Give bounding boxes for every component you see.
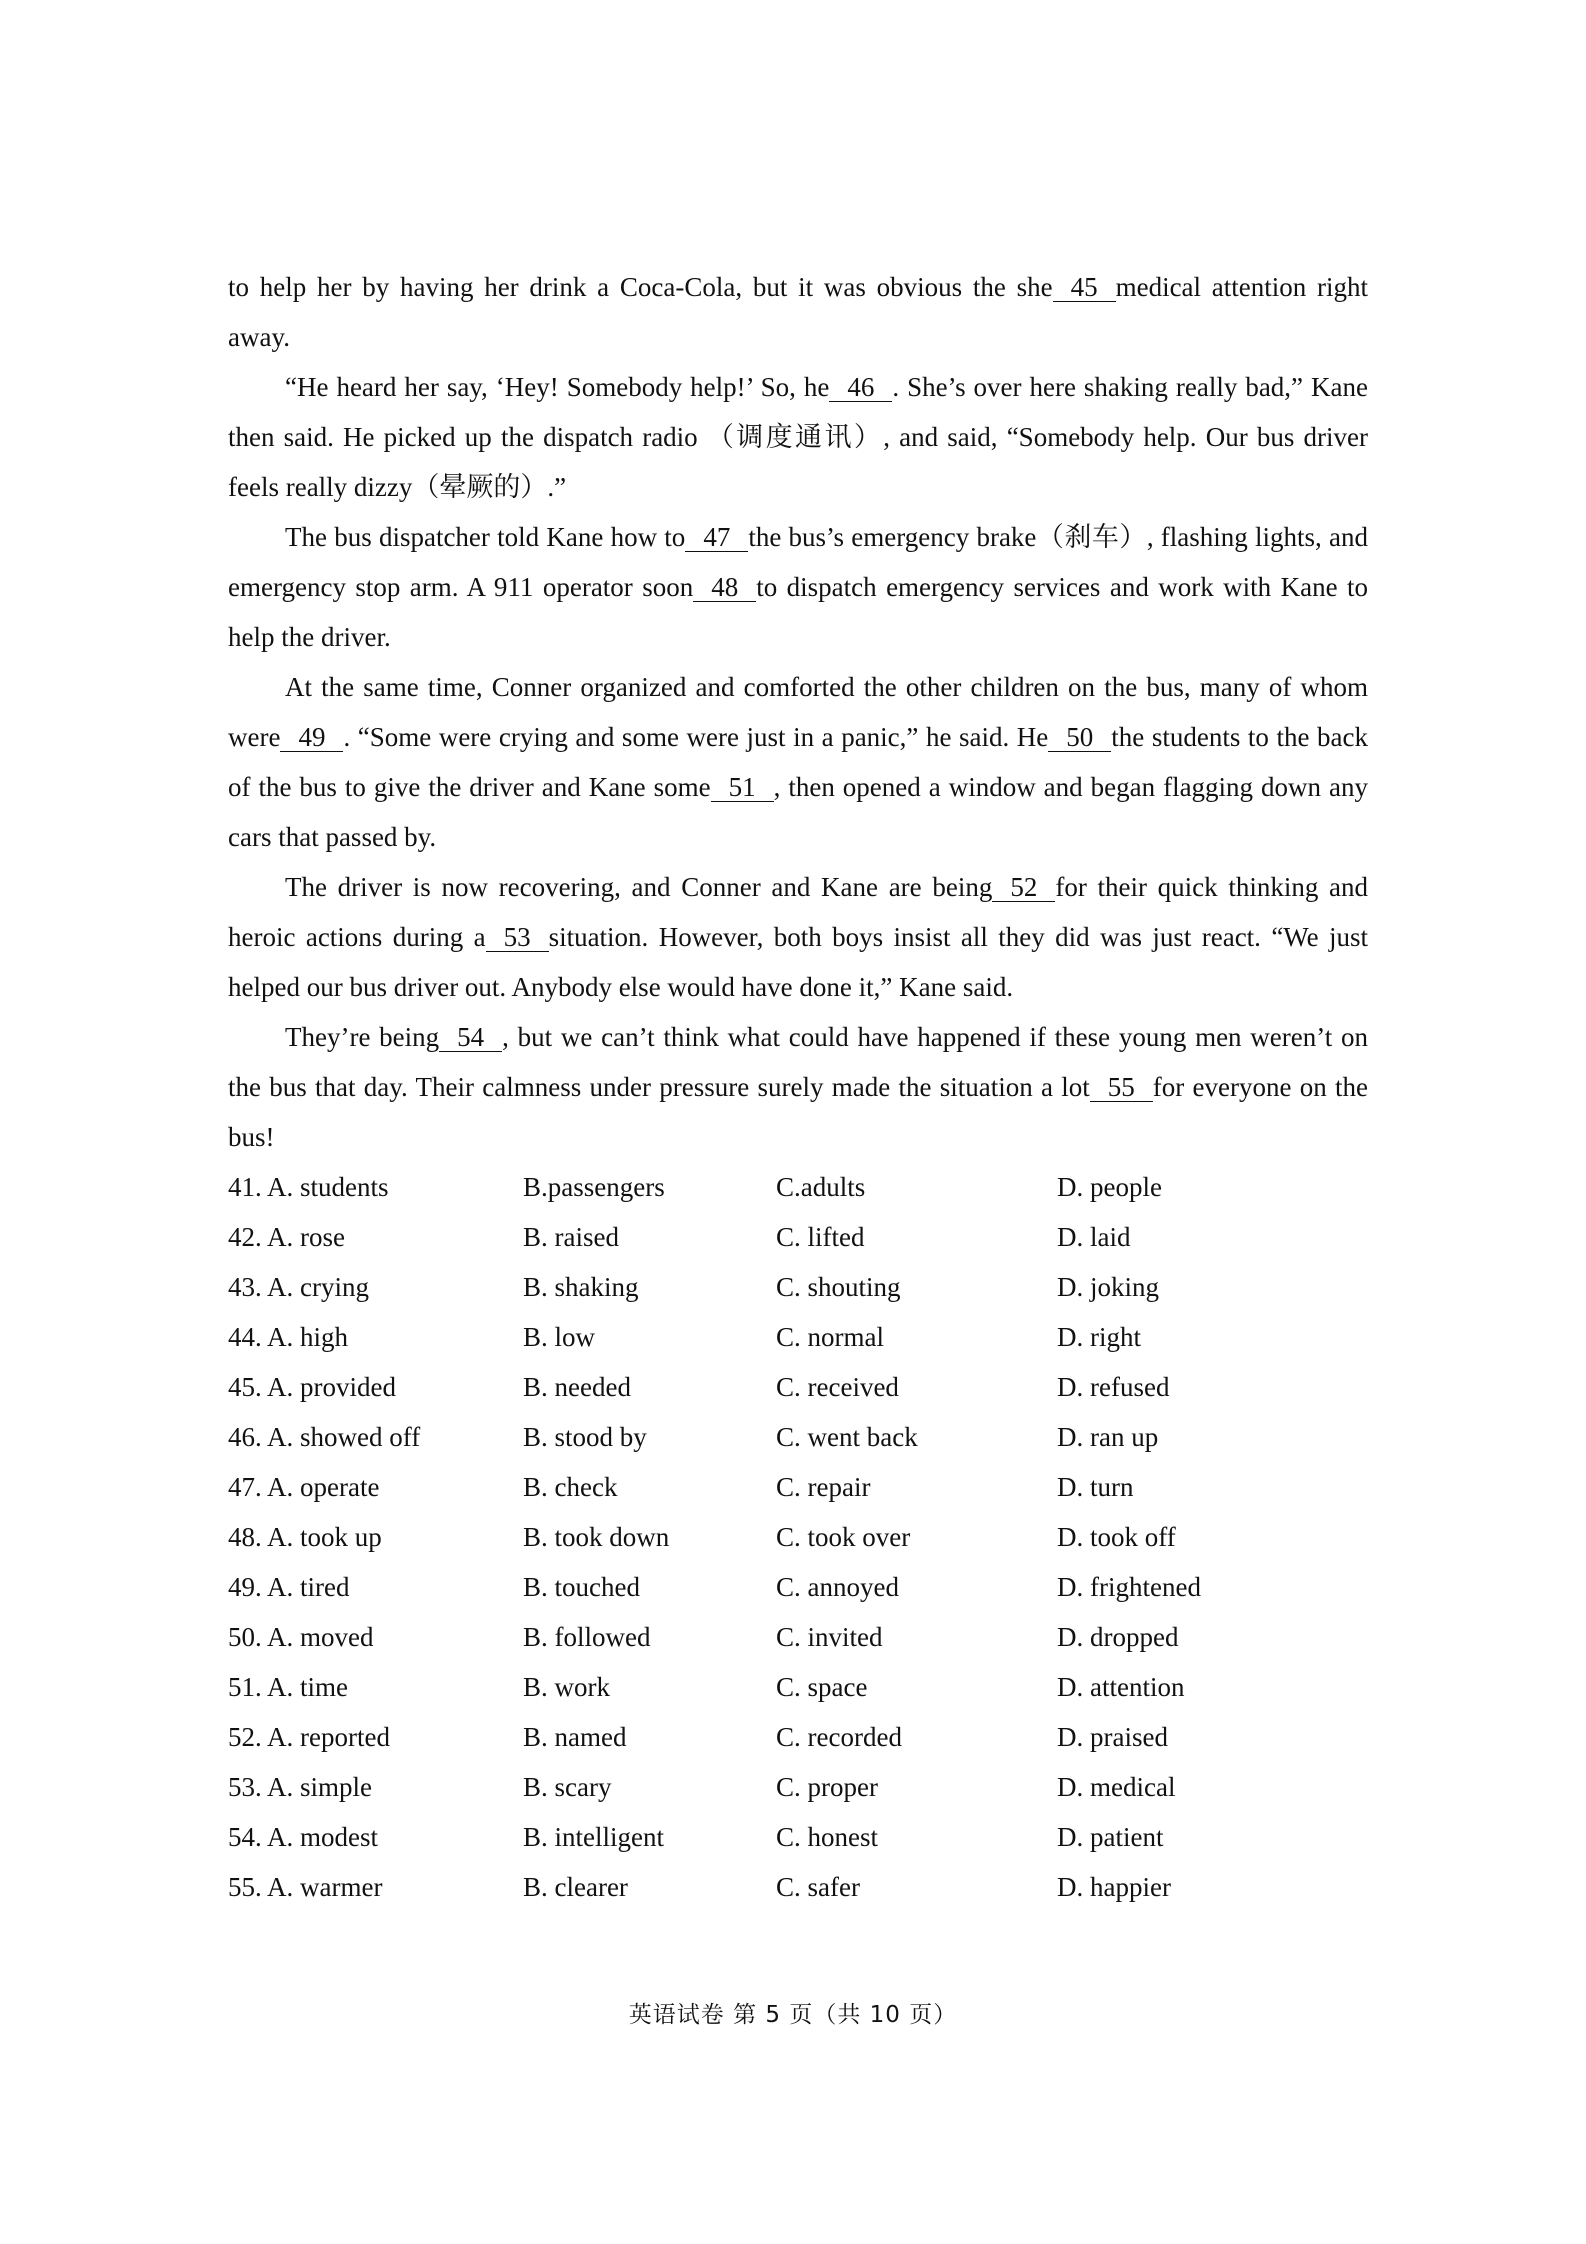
option-c: C. lifted bbox=[776, 1222, 865, 1252]
passage-text: The bus dispatcher told Kane how to bbox=[285, 522, 686, 552]
option-a: 46. A. showed off bbox=[228, 1422, 421, 1452]
question-row bbox=[228, 1762, 1368, 1812]
option-c: C. received bbox=[776, 1372, 899, 1402]
option-d: D. right bbox=[1057, 1322, 1141, 1352]
blank-47: 47 bbox=[685, 523, 748, 552]
passage-text: the bus’s emergency brake（刹车）, flashing lights, and emergency stop arm. A 911 operator soon bbox=[228, 522, 1369, 602]
option-d: D. attention bbox=[1057, 1672, 1185, 1702]
option-a: 52. A. reported bbox=[228, 1722, 390, 1752]
option-b: B. shaking bbox=[523, 1272, 639, 1302]
option-b: B. clearer bbox=[523, 1872, 628, 1902]
option-a: 51. A. time bbox=[228, 1672, 348, 1702]
blank-46: 46 bbox=[829, 373, 892, 402]
option-d: D. praised bbox=[1057, 1722, 1168, 1752]
passage-paragraph bbox=[228, 1012, 1368, 1162]
question-row bbox=[228, 1512, 1368, 1562]
option-b: B.passengers bbox=[523, 1172, 665, 1202]
answer-options bbox=[228, 1162, 1368, 1912]
option-c: C. space bbox=[776, 1672, 868, 1702]
option-d: D. medical bbox=[1057, 1772, 1176, 1802]
option-d: D. happier bbox=[1057, 1872, 1171, 1902]
option-a: 42. A. rose bbox=[228, 1222, 345, 1252]
passage-paragraph bbox=[228, 262, 1368, 362]
question-row bbox=[228, 1462, 1368, 1512]
cloze-passage bbox=[228, 262, 1368, 1162]
option-c: C. invited bbox=[776, 1622, 883, 1652]
blank-55: 55 bbox=[1090, 1073, 1153, 1102]
option-c: C. safer bbox=[776, 1872, 860, 1902]
option-b: B. followed bbox=[523, 1622, 651, 1652]
exam-page bbox=[228, 262, 1368, 1912]
option-d: D. people bbox=[1057, 1172, 1162, 1202]
option-d: D. joking bbox=[1057, 1272, 1160, 1302]
passage-text: . “Some were crying and some were just in a panic,” he said. He bbox=[343, 722, 1049, 752]
option-c: C. repair bbox=[776, 1472, 871, 1502]
option-c: C. honest bbox=[776, 1822, 879, 1852]
option-c: C. proper bbox=[776, 1772, 878, 1802]
question-row bbox=[228, 1212, 1368, 1262]
blank-49: 49 bbox=[280, 723, 343, 752]
option-a: 47. A. operate bbox=[228, 1472, 380, 1502]
option-a: 48. A. took up bbox=[228, 1522, 382, 1552]
option-c: C. went back bbox=[776, 1422, 918, 1452]
option-d: D. dropped bbox=[1057, 1622, 1179, 1652]
passage-text: the students to the back of the bus to give the driver and Kane some bbox=[228, 722, 1368, 802]
passage-text: for their quick thinking and heroic actions during a bbox=[228, 872, 1369, 952]
blank-53: 53 bbox=[486, 923, 549, 952]
blank-51: 51 bbox=[711, 773, 774, 802]
option-b: B. took down bbox=[523, 1522, 670, 1552]
blank-45: 45 bbox=[1053, 273, 1116, 302]
option-d: D. took off bbox=[1057, 1522, 1176, 1552]
option-c: C. recorded bbox=[776, 1722, 902, 1752]
option-a: 49. A. tired bbox=[228, 1572, 350, 1602]
option-b: B. scary bbox=[523, 1772, 612, 1802]
passage-text: , but we can’t think what could have happened if these young men weren’t on the bus that day. Their calmness under pressure surely made the situation a lot bbox=[228, 1022, 1368, 1102]
blank-48: 48 bbox=[693, 573, 756, 602]
option-c: C. annoyed bbox=[776, 1572, 899, 1602]
option-b: B. stood by bbox=[523, 1422, 647, 1452]
question-row bbox=[228, 1662, 1368, 1712]
option-b: B. work bbox=[523, 1672, 610, 1702]
option-c: C.adults bbox=[776, 1172, 866, 1202]
option-c: C. took over bbox=[776, 1522, 911, 1552]
passage-text: to help her by having her drink a Coca-Cola, but it was obvious the she bbox=[228, 272, 1053, 302]
blank-52: 52 bbox=[992, 873, 1055, 902]
passage-text: , then opened a window and began flagging down any cars that passed by. bbox=[228, 772, 1368, 852]
passage-text: to dispatch emergency services and work with Kane to help the driver. bbox=[228, 572, 1368, 652]
passage-text: “He heard her say, ‘Hey! Somebody help!’ So, he bbox=[285, 372, 830, 402]
blank-54: 54 bbox=[439, 1023, 502, 1052]
question-row bbox=[228, 1612, 1368, 1662]
passage-paragraph bbox=[228, 512, 1368, 662]
passage-text: medical attention right away. bbox=[228, 272, 1368, 352]
option-a: 54. A. modest bbox=[228, 1822, 379, 1852]
passage-text: At the same time, Conner organized and comforted the other children on the bus, many of whom were bbox=[228, 672, 1368, 752]
passage-text: situation. However, both boys insist all they did was just react. “We just helped our bus driver out. Anybody else would have done it,” Kane said. bbox=[228, 922, 1368, 1002]
option-d: D. refused bbox=[1057, 1372, 1170, 1402]
passage-paragraph bbox=[228, 662, 1368, 862]
option-a: 55. A. warmer bbox=[228, 1872, 383, 1902]
option-b: B. low bbox=[523, 1322, 596, 1352]
option-d: D. ran up bbox=[1057, 1422, 1159, 1452]
option-b: B. needed bbox=[523, 1372, 631, 1402]
option-d: D. turn bbox=[1057, 1472, 1134, 1502]
passage-paragraph bbox=[228, 862, 1368, 1012]
question-row bbox=[228, 1312, 1368, 1362]
option-a: 45. A. provided bbox=[228, 1372, 396, 1402]
question-row bbox=[228, 1562, 1368, 1612]
option-a: 44. A. high bbox=[228, 1322, 349, 1352]
option-a: 50. A. moved bbox=[228, 1622, 374, 1652]
passage-text: They’re being bbox=[285, 1022, 440, 1052]
option-b: B. named bbox=[523, 1722, 627, 1752]
question-row bbox=[228, 1262, 1368, 1312]
question-row bbox=[228, 1362, 1368, 1412]
option-a: 43. A. crying bbox=[228, 1272, 369, 1302]
passage-text: . She’s over here shaking really bad,” Kane then said. He picked up the dispatch radio （调度通讯）, and said, “Somebody help. Our bus driver feels really dizzy（晕厥的）.” bbox=[228, 372, 1368, 502]
question-row bbox=[228, 1412, 1368, 1462]
option-c: C. normal bbox=[776, 1322, 884, 1352]
option-a: 53. A. simple bbox=[228, 1772, 373, 1802]
option-a: 41. A. students bbox=[228, 1172, 389, 1202]
question-row bbox=[228, 1812, 1368, 1862]
option-d: D. laid bbox=[1057, 1222, 1131, 1252]
blank-50: 50 bbox=[1048, 723, 1111, 752]
option-b: B. raised bbox=[523, 1222, 619, 1252]
option-b: B. touched bbox=[523, 1572, 640, 1602]
passage-text: The driver is now recovering, and Conner and Kane are being bbox=[285, 872, 993, 902]
option-b: B. check bbox=[523, 1472, 618, 1502]
passage-paragraph bbox=[228, 362, 1368, 512]
option-d: D. patient bbox=[1057, 1822, 1164, 1852]
question-row bbox=[228, 1862, 1368, 1912]
passage-text: for everyone on the bus! bbox=[228, 1072, 1368, 1152]
question-row bbox=[228, 1162, 1368, 1212]
option-c: C. shouting bbox=[776, 1272, 901, 1302]
option-d: D. frightened bbox=[1057, 1572, 1201, 1602]
question-row bbox=[228, 1712, 1368, 1762]
option-b: B. intelligent bbox=[523, 1822, 664, 1852]
page-footer: 英语试卷 第 5 页（共 10 页） bbox=[628, 2002, 958, 2028]
